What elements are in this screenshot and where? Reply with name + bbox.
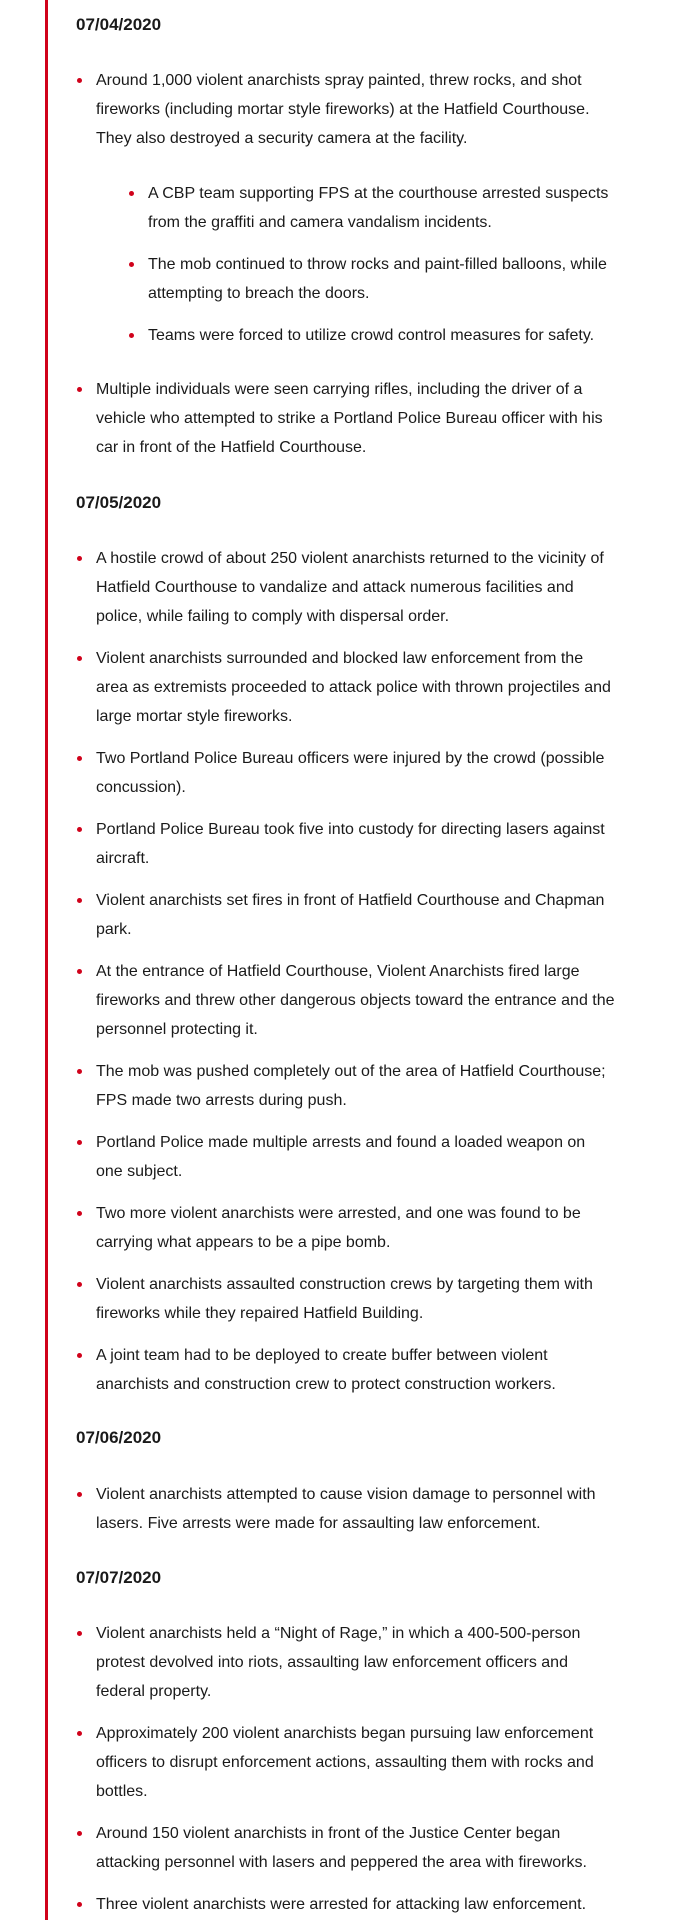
list-item: Around 150 violent anarchists in front of the Justice Center began attacking personnel with lasers and peppered the area with fireworks. (76, 1819, 616, 1877)
date-heading: 07/05/2020 (76, 493, 162, 512)
list-item: Violent anarchists attempted to cause vision damage to personnel with lasers. Five arrests were made for assaulting law enforcement. (76, 1480, 616, 1538)
accent-bar (45, 0, 48, 1920)
list-item: At the entrance of Hatfield Courthouse, Violent Anarchists fired large fireworks and threw other dangerous objects toward the entrance and the personnel protecting it. (76, 957, 616, 1044)
list-item: Portland Police made multiple arrests and found a loaded weapon on one subject. (76, 1128, 616, 1186)
list-item: A CBP team supporting FPS at the courthouse arrested suspects from the graffiti and camera vandalism incidents. (128, 179, 616, 237)
list-item: A hostile crowd of about 250 violent anarchists returned to the vicinity of Hatfield Courthouse to vandalize and attack numerous facilities and police, while failing to comply with dispersal order. (76, 544, 616, 631)
list-item: Violent anarchists held a “Night of Rage,” in which a 400-500-person protest devolved into riots, assaulting law enforcement officers and federal property. (76, 1619, 616, 1706)
list-item: The mob continued to throw rocks and paint-filled balloons, while attempting to breach the doors. (128, 250, 616, 308)
bullet-list (76, 1480, 616, 1538)
sub-bullet-list (128, 179, 616, 350)
date-heading: 07/04/2020 (76, 15, 162, 34)
list-item: Teams were forced to utilize crowd control measures for safety. (128, 321, 616, 350)
list-item: Two Portland Police Bureau officers were injured by the crowd (possible concussion). (76, 744, 616, 802)
list-item: Violent anarchists surrounded and blocked law enforcement from the area as extremists proceeded to attack police with thrown projectiles and large mortar style fireworks. (76, 644, 616, 731)
section-0704 (76, 13, 616, 37)
list-item: Violent anarchists set fires in front of Hatfield Courthouse and Chapman park. (76, 886, 616, 944)
list-item: Around 1,000 violent anarchists spray painted, threw rocks, and shot fireworks (including mortar style fireworks) at the Hatfield Courthouse. They also destroyed a security camera at the facility. (76, 66, 616, 153)
list-item: Approximately 200 violent anarchists began pursuing law enforcement officers to disrupt enforcement actions, assaulting them with rocks and bottles. (76, 1719, 616, 1806)
section-0705 (76, 491, 616, 515)
bullet-list (76, 66, 616, 153)
section-0706 (76, 1426, 616, 1450)
list-item: Three violent anarchists were arrested for attacking law enforcement. (76, 1890, 616, 1919)
list-item: Two more violent anarchists were arrested, and one was found to be carrying what appears to be a pipe bomb. (76, 1199, 616, 1257)
bullet-list (76, 1619, 616, 1919)
list-item: Violent anarchists assaulted construction crews by targeting them with fireworks while they repaired Hatfield Building. (76, 1270, 616, 1328)
list-item: A joint team had to be deployed to create buffer between violent anarchists and construction crew to protect construction workers. (76, 1341, 616, 1399)
section-0707 (76, 1566, 616, 1590)
bullet-list (76, 544, 616, 1399)
date-heading: 07/07/2020 (76, 1568, 162, 1587)
list-item: Portland Police Bureau took five into custody for directing lasers against aircraft. (76, 815, 616, 873)
list-item: The mob was pushed completely out of the area of Hatfield Courthouse; FPS made two arrests during push. (76, 1057, 616, 1115)
date-heading: 07/06/2020 (76, 1428, 162, 1447)
list-item: Multiple individuals were seen carrying rifles, including the driver of a vehicle who attempted to strike a Portland Police Bureau officer with his car in front of the Hatfield Courthouse. (76, 375, 616, 462)
bullet-list (76, 375, 616, 462)
